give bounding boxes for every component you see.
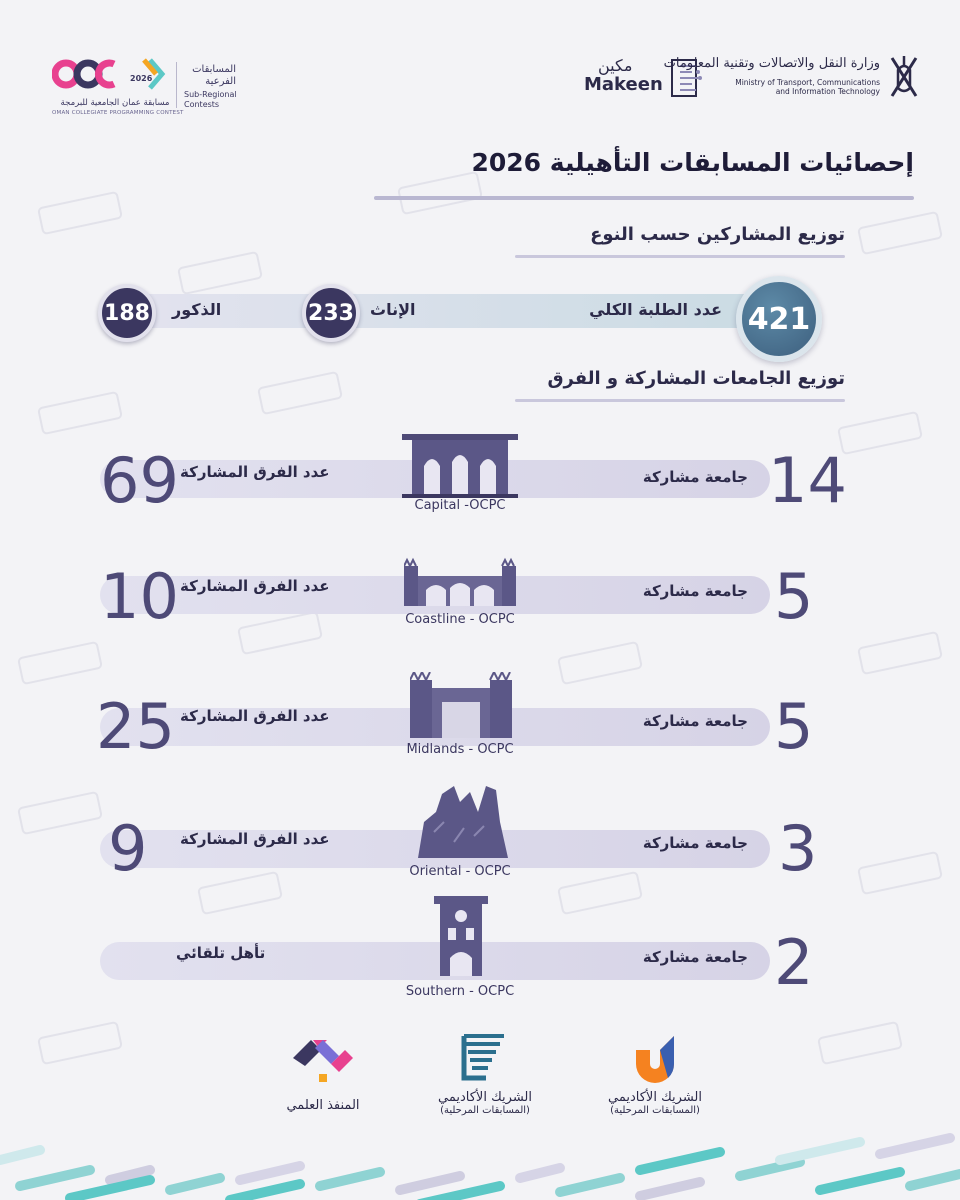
coastline-universities-count: 5 (774, 560, 814, 633)
makeen-name-ar: مكين (598, 56, 633, 75)
southern-auto-qualify-label: تأهل تلقائي (176, 944, 266, 962)
capital-universities-count: 14 (768, 444, 847, 517)
scientific-executor-logo-icon (291, 1036, 355, 1084)
capital-teams-count: 69 (100, 444, 179, 517)
coastline-universities-label: جامعة مشاركة (642, 582, 748, 600)
oriental-teams-label: عدد الفرق المشاركة (180, 830, 330, 848)
coastline-teams-count: 10 (100, 560, 179, 633)
ministry-logo (663, 52, 924, 102)
regions-section-title-text: توزيع الجامعات المشاركة و الفرق (547, 368, 845, 389)
gender-section-title-text: توزيع المشاركين حسب النوع (590, 224, 845, 245)
oriental-teams-count: 9 (108, 812, 148, 885)
ocpc-sub-ar (184, 64, 236, 88)
coastline-region-name: Coastline - OCPC (405, 612, 515, 627)
academic-partner-2-logo-icon (460, 1030, 510, 1086)
ocpc-sub-en-line1: Sub-Regional (184, 90, 237, 99)
southern-region-name: Southern - OCPC (405, 984, 515, 999)
academic-partner-1 (580, 1030, 730, 1116)
academic-partner-2-name: الشريك الأكاديمي (438, 1090, 532, 1105)
oman-emblem-icon (884, 52, 924, 102)
ocpc-sub-en-line2: Contests (184, 100, 220, 109)
academic-partner-1-name: الشريك الأكاديمي (608, 1090, 702, 1105)
total-students-label: عدد الطلبة الكلي (589, 300, 722, 319)
coastline-teams-label: عدد الفرق المشاركة (180, 577, 330, 595)
southern-universities-count: 2 (774, 926, 814, 999)
ocpc-name-en: OMAN COLLEGIATE PROGRAMMING CONTEST (52, 110, 184, 116)
ocpc-year: 2026 (130, 74, 153, 83)
total-students-circle: 421 (736, 276, 822, 362)
capital-landmark-icon (402, 434, 518, 498)
ocpc-divider (176, 62, 177, 108)
ministry-name-en-line2: and Information Technology (775, 87, 880, 96)
academic-partner-1-sub: (المسابقات المرحلية) (610, 1105, 700, 1116)
ministry-name-en-line1: Ministry of Transport, Communications (735, 78, 880, 87)
capital-teams-label: عدد الفرق المشاركة (180, 463, 330, 481)
midlands-region-name: Midlands - OCPC (406, 742, 514, 757)
midlands-landmark-icon (410, 672, 512, 738)
male-count-circle: 188 (98, 284, 156, 342)
ocpc-name-ar: مسابقة عمان الجامعية للبرمجة (60, 98, 170, 108)
ocpc-sub-ar-line2: الفرعية (205, 76, 236, 87)
ocpc-logo (52, 52, 237, 122)
regions-section-title (515, 368, 845, 402)
academic-partner-2 (410, 1030, 560, 1116)
ministry-name-en (734, 78, 880, 96)
oriental-universities-label: جامعة مشاركة (642, 834, 748, 852)
coastline-landmark-icon (404, 556, 516, 606)
page-title-text: إحصائيات المسابقات التأهيلية 2026 (471, 148, 914, 177)
scientific-executor (248, 1036, 398, 1113)
capital-universities-label: جامعة مشاركة (642, 468, 748, 486)
ocpc-sub-ar-line1: المسابقات (192, 64, 236, 75)
page-title (374, 148, 914, 200)
midlands-teams-label: عدد الفرق المشاركة (180, 707, 330, 725)
gender-section-underline (515, 255, 845, 258)
ocpc-sub-en (184, 90, 237, 110)
academic-partner-1-logo-icon (630, 1030, 680, 1086)
female-label: الإناث (370, 300, 416, 319)
ocpc-mark-icon (52, 52, 172, 96)
makeen-name-en: Makeen (584, 74, 663, 95)
oriental-landmark-icon (414, 782, 512, 858)
academic-partner-2-sub: (المسابقات المرحلية) (440, 1105, 530, 1116)
midlands-universities-count: 5 (774, 690, 814, 763)
midlands-universities-label: جامعة مشاركة (642, 712, 748, 730)
male-label: الذكور (172, 300, 222, 319)
southern-universities-label: جامعة مشاركة (642, 948, 748, 966)
oriental-universities-count: 3 (778, 812, 818, 885)
capital-region-name: Capital -OCPC (414, 498, 506, 513)
ministry-name-ar: وزارة النقل والاتصالات وتقنية المعلومات (663, 56, 880, 71)
gender-section-title (515, 224, 845, 258)
southern-landmark-icon (434, 896, 488, 976)
midlands-teams-count: 25 (96, 690, 175, 763)
regions-section-underline (515, 399, 845, 402)
oriental-region-name: Oriental - OCPC (409, 864, 511, 879)
scientific-executor-name: المنفذ العلمي (286, 1098, 360, 1113)
footer-stripes-decoration (0, 1120, 960, 1200)
female-count-circle: 233 (302, 284, 360, 342)
title-underline (374, 196, 914, 200)
